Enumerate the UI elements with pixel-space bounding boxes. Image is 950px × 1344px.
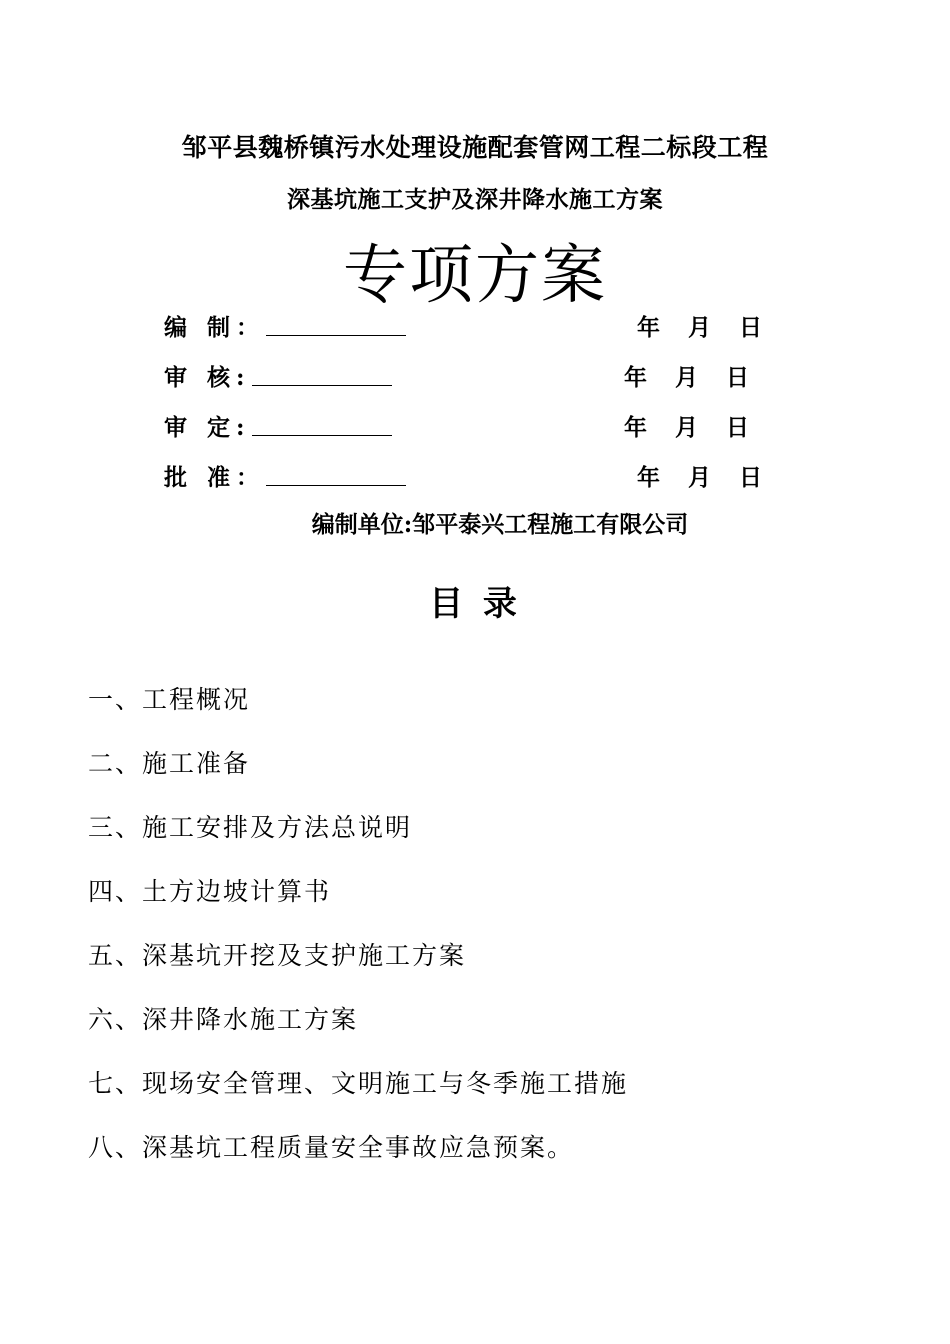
signoff-date-approve bbox=[624, 409, 749, 442]
month-label: 月 bbox=[688, 314, 711, 341]
year-label: 年 bbox=[637, 464, 660, 491]
toc-item: 一、工程概况 bbox=[88, 685, 251, 714]
signoff-label: 编 制： bbox=[164, 314, 266, 341]
toc-item: 四、土方边坡计算书 bbox=[88, 877, 332, 906]
toc-item: 七、现场安全管理、文明施工与冬季施工措施 bbox=[88, 1069, 629, 1098]
month-label: 月 bbox=[675, 364, 698, 391]
day-label: 日 bbox=[739, 464, 762, 491]
year-label: 年 bbox=[637, 314, 660, 341]
toc-item: 五、深基坑开挖及支护施工方案 bbox=[88, 941, 467, 970]
day-label: 日 bbox=[726, 414, 749, 441]
compiling-unit: 编制单位:邹平泰兴工程施工有限公司 bbox=[311, 511, 689, 538]
plan-title: 深基坑施工支护及深井降水施工方案 bbox=[287, 186, 663, 213]
signoff-row-authorize bbox=[164, 459, 424, 489]
document-type-heading: 专项方案 bbox=[343, 239, 607, 313]
signoff-row-approve bbox=[164, 409, 424, 439]
toc-item: 三、施工安排及方法总说明 bbox=[88, 813, 413, 842]
toc-item: 二、施工准备 bbox=[88, 749, 251, 778]
day-label: 日 bbox=[726, 364, 749, 391]
signoff-label: 审 核: bbox=[164, 364, 251, 391]
day-label: 日 bbox=[739, 314, 762, 341]
signoff-row-compile bbox=[164, 309, 424, 339]
signoff-blank bbox=[252, 435, 392, 436]
signoff-date-authorize bbox=[637, 459, 762, 492]
signoff-label: 批 准： bbox=[164, 464, 266, 491]
signoff-blank bbox=[266, 335, 406, 336]
month-label: 月 bbox=[688, 464, 711, 491]
year-label: 年 bbox=[624, 364, 647, 391]
signoff-label: 审 定: bbox=[164, 414, 251, 441]
month-label: 月 bbox=[675, 414, 698, 441]
signoff-date-compile bbox=[637, 309, 762, 342]
project-title: 邹平县魏桥镇污水处理设施配套管网工程二标段工程 bbox=[181, 133, 769, 162]
toc-item: 八、深基坑工程质量安全事故应急预案。 bbox=[88, 1133, 575, 1162]
year-label: 年 bbox=[624, 414, 647, 441]
signoff-blank bbox=[266, 485, 406, 486]
signoff-date-review bbox=[624, 359, 749, 392]
toc-item: 六、深井降水施工方案 bbox=[88, 1005, 359, 1034]
toc-title: 目 录 bbox=[429, 584, 521, 624]
signoff-blank bbox=[252, 385, 392, 386]
signoff-row-review bbox=[164, 359, 424, 389]
